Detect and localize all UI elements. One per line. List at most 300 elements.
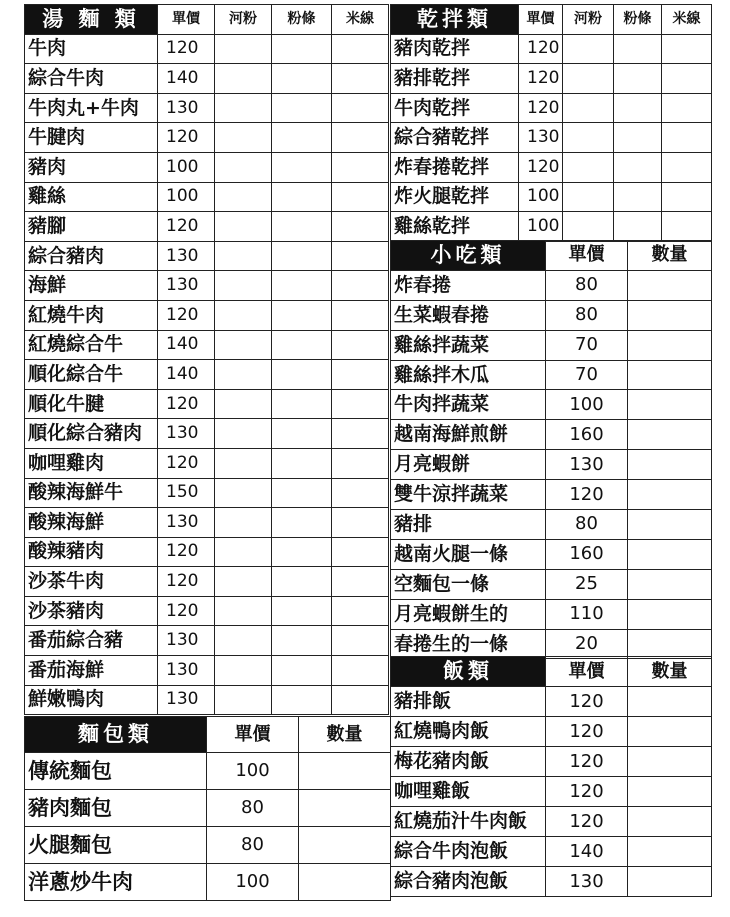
dry-order-cell[interactable] bbox=[614, 34, 662, 64]
snack-row bbox=[391, 539, 712, 569]
soup-item-price: 130 bbox=[158, 626, 215, 656]
dry-order-cell[interactable] bbox=[662, 93, 712, 123]
soup-item-price: 140 bbox=[158, 330, 215, 360]
bread-section-title: 麵包類 bbox=[25, 717, 207, 753]
soup-row bbox=[25, 419, 389, 449]
bread-item-name: 火腿麵包 bbox=[25, 827, 207, 864]
snack-price-header: 單價 bbox=[546, 241, 628, 271]
soup-item-price: 130 bbox=[158, 508, 215, 538]
soup-order-cell[interactable] bbox=[215, 212, 272, 242]
soup-order-cell[interactable] bbox=[332, 152, 389, 182]
soup-row bbox=[25, 596, 389, 626]
snack-item-price: 70 bbox=[546, 330, 628, 360]
soup-order-cell[interactable] bbox=[332, 300, 389, 330]
soup-order-cell[interactable] bbox=[272, 182, 332, 212]
soup-order-cell[interactable] bbox=[215, 152, 272, 182]
soup-row bbox=[25, 330, 389, 360]
soup-order-cell[interactable] bbox=[272, 537, 332, 567]
dry-row bbox=[391, 123, 712, 153]
snack-order-cell[interactable] bbox=[628, 390, 712, 420]
dry-order-cell[interactable] bbox=[563, 93, 614, 123]
dry-order-cell[interactable] bbox=[662, 152, 712, 182]
soup-item-name: 酸辣海鮮牛 bbox=[25, 478, 158, 508]
bread-qty-header: 數量 bbox=[299, 717, 391, 753]
dry-item-price: 130 bbox=[519, 123, 563, 153]
soup-order-cell[interactable] bbox=[332, 123, 389, 153]
soup-item-name: 豬腳 bbox=[25, 212, 158, 242]
soup-item-name: 雞絲 bbox=[25, 182, 158, 212]
dry-row bbox=[391, 64, 712, 94]
soup-item-price: 120 bbox=[158, 389, 215, 419]
snack-order-cell[interactable] bbox=[628, 629, 712, 659]
soup-item-price: 130 bbox=[158, 271, 215, 301]
bread-item-name: 豬肉麵包 bbox=[25, 790, 207, 827]
soup-item-name: 鮮嫩鴨肉 bbox=[25, 685, 158, 715]
soup-order-cell[interactable] bbox=[272, 64, 332, 94]
rice-order-cell[interactable] bbox=[628, 837, 712, 867]
soup-noodle2-header: 粉條 bbox=[272, 5, 332, 35]
soup-row bbox=[25, 360, 389, 390]
soup-order-cell[interactable] bbox=[332, 212, 389, 242]
soup-order-cell[interactable] bbox=[272, 389, 332, 419]
soup-item-name: 番茄綜合豬 bbox=[25, 626, 158, 656]
soup-row bbox=[25, 448, 389, 478]
snack-item-price: 80 bbox=[546, 510, 628, 540]
rice-body bbox=[391, 657, 712, 897]
snack-item-price: 120 bbox=[546, 480, 628, 510]
rice-item-name: 梅花豬肉飯 bbox=[391, 747, 546, 777]
soup-row bbox=[25, 656, 389, 686]
bread-order-cell[interactable] bbox=[299, 753, 391, 790]
snack-order-cell[interactable] bbox=[628, 300, 712, 330]
soup-order-cell[interactable] bbox=[215, 567, 272, 597]
bread-body bbox=[25, 717, 391, 901]
dry-item-name: 雞絲乾拌 bbox=[391, 212, 519, 242]
snack-row bbox=[391, 569, 712, 599]
bread-item-name: 洋蔥炒牛肉 bbox=[25, 864, 207, 901]
soup-order-cell[interactable] bbox=[272, 271, 332, 301]
snack-item-price: 70 bbox=[546, 360, 628, 390]
rice-item-price: 120 bbox=[546, 717, 628, 747]
soup-order-cell[interactable] bbox=[215, 448, 272, 478]
soup-order-cell[interactable] bbox=[332, 478, 389, 508]
rice-item-name: 綜合牛肉泡飯 bbox=[391, 837, 546, 867]
bread-row bbox=[25, 827, 391, 864]
rice-order-cell[interactable] bbox=[628, 777, 712, 807]
snack-row bbox=[391, 420, 712, 450]
soup-section-title: 湯 麵 類 bbox=[25, 5, 158, 35]
dry-item-price: 100 bbox=[519, 212, 563, 242]
soup-order-cell[interactable] bbox=[272, 508, 332, 538]
soup-row bbox=[25, 212, 389, 242]
dry-order-cell[interactable] bbox=[614, 64, 662, 94]
dry-noodle2-header: 粉條 bbox=[614, 5, 662, 35]
soup-order-cell[interactable] bbox=[332, 330, 389, 360]
dry-order-cell[interactable] bbox=[614, 152, 662, 182]
dry-order-cell[interactable] bbox=[563, 34, 614, 64]
snack-item-price: 110 bbox=[546, 599, 628, 629]
soup-order-cell[interactable] bbox=[272, 567, 332, 597]
snack-item-name: 春捲生的一條 bbox=[391, 629, 546, 659]
snack-order-cell[interactable] bbox=[628, 330, 712, 360]
snack-order-cell[interactable] bbox=[628, 510, 712, 540]
soup-item-price: 140 bbox=[158, 64, 215, 94]
soup-item-name: 海鮮 bbox=[25, 271, 158, 301]
soup-item-name: 綜合豬肉 bbox=[25, 241, 158, 271]
soup-order-cell[interactable] bbox=[215, 685, 272, 715]
dry-order-cell[interactable] bbox=[563, 182, 614, 212]
snack-item-name: 雙牛涼拌蔬菜 bbox=[391, 480, 546, 510]
soup-order-cell[interactable] bbox=[272, 241, 332, 271]
dry-item-name: 牛肉乾拌 bbox=[391, 93, 519, 123]
rice-item-name: 咖哩雞飯 bbox=[391, 777, 546, 807]
rice-order-cell[interactable] bbox=[628, 717, 712, 747]
soup-item-price: 120 bbox=[158, 537, 215, 567]
snack-item-price: 160 bbox=[546, 420, 628, 450]
soup-item-price: 120 bbox=[158, 448, 215, 478]
soup-row bbox=[25, 271, 389, 301]
bread-order-cell[interactable] bbox=[299, 827, 391, 864]
snack-item-name: 月亮蝦餅生的 bbox=[391, 599, 546, 629]
soup-order-cell[interactable] bbox=[272, 656, 332, 686]
soup-item-name: 綜合牛肉 bbox=[25, 64, 158, 94]
rice-item-price: 120 bbox=[546, 687, 628, 717]
snack-item-price: 100 bbox=[546, 390, 628, 420]
soup-order-cell[interactable] bbox=[272, 123, 332, 153]
dry-order-cell[interactable] bbox=[614, 212, 662, 242]
snack-section-title: 小吃類 bbox=[391, 241, 546, 271]
soup-item-price: 120 bbox=[158, 212, 215, 242]
soup-item-price: 120 bbox=[158, 123, 215, 153]
soup-item-price: 120 bbox=[158, 34, 215, 64]
bread-price-header: 單價 bbox=[207, 717, 299, 753]
rice-item-price: 130 bbox=[546, 867, 628, 897]
soup-row bbox=[25, 152, 389, 182]
dry-order-cell[interactable] bbox=[614, 123, 662, 153]
rice-row bbox=[391, 777, 712, 807]
soup-order-cell[interactable] bbox=[215, 271, 272, 301]
bread-row bbox=[25, 864, 391, 901]
snack-item-name: 越南火腿一條 bbox=[391, 539, 546, 569]
dry-item-price: 100 bbox=[519, 182, 563, 212]
soup-row bbox=[25, 389, 389, 419]
snack-row bbox=[391, 510, 712, 540]
soup-noodle1-header: 河粉 bbox=[215, 5, 272, 35]
soup-item-name: 順化綜合豬肉 bbox=[25, 419, 158, 449]
soup-order-cell[interactable] bbox=[272, 448, 332, 478]
snack-item-price: 80 bbox=[546, 300, 628, 330]
soup-order-cell[interactable] bbox=[332, 685, 389, 715]
soup-order-cell[interactable] bbox=[272, 300, 332, 330]
soup-item-price: 150 bbox=[158, 478, 215, 508]
soup-order-cell[interactable] bbox=[215, 330, 272, 360]
dry-order-cell[interactable] bbox=[614, 93, 662, 123]
soup-row bbox=[25, 478, 389, 508]
soup-order-cell[interactable] bbox=[272, 626, 332, 656]
soup-row bbox=[25, 537, 389, 567]
dry-row bbox=[391, 93, 712, 123]
soup-order-cell[interactable] bbox=[332, 656, 389, 686]
soup-item-name: 紅燒綜合牛 bbox=[25, 330, 158, 360]
snack-row bbox=[391, 450, 712, 480]
soup-item-name: 牛腱肉 bbox=[25, 123, 158, 153]
soup-order-cell[interactable] bbox=[272, 152, 332, 182]
rice-item-price: 120 bbox=[546, 807, 628, 837]
bread-order-cell[interactable] bbox=[299, 790, 391, 827]
snack-order-cell[interactable] bbox=[628, 450, 712, 480]
snack-order-cell[interactable] bbox=[628, 569, 712, 599]
snack-row bbox=[391, 300, 712, 330]
dry-noodle-table bbox=[390, 4, 712, 242]
soup-noodle-body bbox=[25, 5, 389, 715]
soup-order-cell[interactable] bbox=[332, 64, 389, 94]
dry-item-price: 120 bbox=[519, 64, 563, 94]
rice-row bbox=[391, 837, 712, 867]
soup-order-cell[interactable] bbox=[272, 478, 332, 508]
dry-item-name: 豬排乾拌 bbox=[391, 64, 519, 94]
soup-order-cell[interactable] bbox=[272, 685, 332, 715]
soup-item-price: 140 bbox=[158, 360, 215, 390]
dry-noodle-body bbox=[391, 5, 712, 242]
soup-order-cell[interactable] bbox=[332, 567, 389, 597]
soup-item-name: 番茄海鮮 bbox=[25, 656, 158, 686]
snack-item-name: 雞絲拌蔬菜 bbox=[391, 330, 546, 360]
rice-price-header: 單價 bbox=[546, 657, 628, 687]
soup-row bbox=[25, 508, 389, 538]
dry-row bbox=[391, 152, 712, 182]
soup-order-cell[interactable] bbox=[215, 241, 272, 271]
dry-order-cell[interactable] bbox=[563, 152, 614, 182]
soup-item-price: 100 bbox=[158, 182, 215, 212]
snack-item-price: 25 bbox=[546, 569, 628, 599]
dry-order-cell[interactable] bbox=[662, 212, 712, 242]
dry-item-name: 炸火腿乾拌 bbox=[391, 182, 519, 212]
rice-section-title: 飯類 bbox=[391, 657, 546, 687]
soup-item-name: 牛肉丸+牛肉 bbox=[25, 93, 158, 123]
soup-item-price: 100 bbox=[158, 152, 215, 182]
snack-item-name: 雞絲拌木瓜 bbox=[391, 360, 546, 390]
soup-item-price: 120 bbox=[158, 567, 215, 597]
soup-item-name: 酸辣豬肉 bbox=[25, 537, 158, 567]
soup-order-cell[interactable] bbox=[272, 93, 332, 123]
soup-order-cell[interactable] bbox=[215, 93, 272, 123]
soup-order-cell[interactable] bbox=[215, 300, 272, 330]
dry-order-cell[interactable] bbox=[662, 123, 712, 153]
soup-order-cell[interactable] bbox=[215, 478, 272, 508]
soup-order-cell[interactable] bbox=[215, 182, 272, 212]
soup-item-price: 120 bbox=[158, 596, 215, 626]
soup-order-cell[interactable] bbox=[332, 419, 389, 449]
bread-item-price: 80 bbox=[207, 827, 299, 864]
soup-order-cell[interactable] bbox=[332, 448, 389, 478]
soup-order-cell[interactable] bbox=[332, 93, 389, 123]
dry-order-cell[interactable] bbox=[563, 212, 614, 242]
rice-row bbox=[391, 807, 712, 837]
soup-row bbox=[25, 685, 389, 715]
snack-table bbox=[390, 240, 712, 659]
snack-item-name: 空麵包一條 bbox=[391, 569, 546, 599]
soup-order-cell[interactable] bbox=[332, 508, 389, 538]
bread-item-price: 80 bbox=[207, 790, 299, 827]
soup-order-cell[interactable] bbox=[272, 34, 332, 64]
soup-order-cell[interactable] bbox=[272, 330, 332, 360]
snack-item-name: 炸春捲 bbox=[391, 270, 546, 300]
rice-order-cell[interactable] bbox=[628, 867, 712, 897]
soup-order-cell[interactable] bbox=[272, 419, 332, 449]
soup-item-name: 紅燒牛肉 bbox=[25, 300, 158, 330]
dry-row bbox=[391, 34, 712, 64]
soup-item-price: 130 bbox=[158, 93, 215, 123]
soup-row bbox=[25, 300, 389, 330]
rice-row bbox=[391, 717, 712, 747]
soup-order-cell[interactable] bbox=[332, 626, 389, 656]
snack-row bbox=[391, 330, 712, 360]
snack-item-price: 160 bbox=[546, 539, 628, 569]
soup-order-cell[interactable] bbox=[215, 123, 272, 153]
soup-row bbox=[25, 34, 389, 64]
soup-order-cell[interactable] bbox=[215, 34, 272, 64]
rice-item-name: 豬排飯 bbox=[391, 687, 546, 717]
dry-order-cell[interactable] bbox=[563, 123, 614, 153]
dry-noodle3-header: 米線 bbox=[662, 5, 712, 35]
soup-order-cell[interactable] bbox=[215, 656, 272, 686]
soup-item-price: 130 bbox=[158, 419, 215, 449]
dry-item-price: 120 bbox=[519, 34, 563, 64]
soup-order-cell[interactable] bbox=[215, 537, 272, 567]
bread-row bbox=[25, 753, 391, 790]
soup-row bbox=[25, 567, 389, 597]
dry-item-price: 120 bbox=[519, 93, 563, 123]
bread-row bbox=[25, 790, 391, 827]
soup-item-price: 130 bbox=[158, 241, 215, 271]
rice-item-price: 120 bbox=[546, 777, 628, 807]
soup-item-name: 咖哩雞肉 bbox=[25, 448, 158, 478]
rice-qty-header: 數量 bbox=[628, 657, 712, 687]
rice-row bbox=[391, 747, 712, 777]
soup-item-price: 120 bbox=[158, 300, 215, 330]
dry-item-name: 炸春捲乾拌 bbox=[391, 152, 519, 182]
soup-item-name: 沙茶牛肉 bbox=[25, 567, 158, 597]
soup-item-name: 酸辣海鮮 bbox=[25, 508, 158, 538]
rice-item-name: 紅燒茄汁牛肉飯 bbox=[391, 807, 546, 837]
soup-item-name: 牛肉 bbox=[25, 34, 158, 64]
rice-item-name: 紅燒鴨肉飯 bbox=[391, 717, 546, 747]
soup-order-cell[interactable] bbox=[332, 182, 389, 212]
soup-row bbox=[25, 64, 389, 94]
snack-order-cell[interactable] bbox=[628, 480, 712, 510]
soup-order-cell[interactable] bbox=[215, 64, 272, 94]
rice-row bbox=[391, 687, 712, 717]
soup-item-name: 沙茶豬肉 bbox=[25, 596, 158, 626]
soup-item-name: 順化牛腱 bbox=[25, 389, 158, 419]
dry-order-cell[interactable] bbox=[662, 64, 712, 94]
soup-order-cell[interactable] bbox=[215, 419, 272, 449]
snack-row bbox=[391, 360, 712, 390]
soup-row bbox=[25, 182, 389, 212]
soup-price-header: 單價 bbox=[158, 5, 215, 35]
rice-item-price: 120 bbox=[546, 747, 628, 777]
dry-section-title: 乾拌類 bbox=[391, 5, 519, 35]
bread-item-price: 100 bbox=[207, 753, 299, 790]
dry-item-price: 120 bbox=[519, 152, 563, 182]
rice-order-cell[interactable] bbox=[628, 807, 712, 837]
dry-item-name: 豬肉乾拌 bbox=[391, 34, 519, 64]
rice-table bbox=[390, 656, 712, 897]
soup-order-cell[interactable] bbox=[215, 360, 272, 390]
soup-order-cell[interactable] bbox=[215, 508, 272, 538]
snack-order-cell[interactable] bbox=[628, 599, 712, 629]
bread-order-cell[interactable] bbox=[299, 864, 391, 901]
soup-order-cell[interactable] bbox=[272, 596, 332, 626]
soup-order-cell[interactable] bbox=[332, 360, 389, 390]
bread-table bbox=[24, 716, 391, 901]
snack-item-name: 生菜蝦春捲 bbox=[391, 300, 546, 330]
rice-order-cell[interactable] bbox=[628, 687, 712, 717]
snack-row bbox=[391, 629, 712, 659]
snack-row bbox=[391, 599, 712, 629]
rice-order-cell[interactable] bbox=[628, 747, 712, 777]
dry-order-cell[interactable] bbox=[563, 64, 614, 94]
rice-item-name: 綜合豬肉泡飯 bbox=[391, 867, 546, 897]
soup-item-price: 130 bbox=[158, 685, 215, 715]
soup-item-price: 130 bbox=[158, 656, 215, 686]
snack-body bbox=[391, 241, 712, 659]
soup-row bbox=[25, 93, 389, 123]
dry-order-cell[interactable] bbox=[662, 34, 712, 64]
soup-order-cell[interactable] bbox=[332, 389, 389, 419]
snack-item-name: 月亮蝦餅 bbox=[391, 450, 546, 480]
dry-row bbox=[391, 212, 712, 242]
soup-row bbox=[25, 123, 389, 153]
soup-order-cell[interactable] bbox=[215, 389, 272, 419]
soup-item-name: 豬肉 bbox=[25, 152, 158, 182]
dry-item-name: 綜合豬乾拌 bbox=[391, 123, 519, 153]
snack-order-cell[interactable] bbox=[628, 360, 712, 390]
soup-order-cell[interactable] bbox=[272, 212, 332, 242]
dry-price-header: 單價 bbox=[519, 5, 563, 35]
soup-order-cell[interactable] bbox=[272, 360, 332, 390]
soup-order-cell[interactable] bbox=[332, 34, 389, 64]
snack-item-name: 越南海鮮煎餅 bbox=[391, 420, 546, 450]
snack-qty-header: 數量 bbox=[628, 241, 712, 271]
snack-item-price: 20 bbox=[546, 629, 628, 659]
snack-row bbox=[391, 390, 712, 420]
soup-item-name: 順化綜合牛 bbox=[25, 360, 158, 390]
dry-order-cell[interactable] bbox=[614, 182, 662, 212]
snack-item-price: 80 bbox=[546, 270, 628, 300]
dry-noodle1-header: 河粉 bbox=[563, 5, 614, 35]
soup-noodle-table bbox=[24, 4, 389, 715]
snack-order-cell[interactable] bbox=[628, 270, 712, 300]
soup-order-cell[interactable] bbox=[332, 537, 389, 567]
soup-order-cell[interactable] bbox=[215, 626, 272, 656]
snack-order-cell[interactable] bbox=[628, 539, 712, 569]
snack-order-cell[interactable] bbox=[628, 420, 712, 450]
soup-order-cell[interactable] bbox=[332, 596, 389, 626]
dry-order-cell[interactable] bbox=[662, 182, 712, 212]
snack-item-name: 豬排 bbox=[391, 510, 546, 540]
snack-row bbox=[391, 480, 712, 510]
soup-order-cell[interactable] bbox=[215, 596, 272, 626]
rice-row bbox=[391, 867, 712, 897]
soup-row bbox=[25, 626, 389, 656]
snack-row bbox=[391, 270, 712, 300]
soup-noodle3-header: 米線 bbox=[332, 5, 389, 35]
rice-item-price: 140 bbox=[546, 837, 628, 867]
bread-item-name: 傳統麵包 bbox=[25, 753, 207, 790]
soup-order-cell[interactable] bbox=[332, 241, 389, 271]
soup-order-cell[interactable] bbox=[332, 271, 389, 301]
